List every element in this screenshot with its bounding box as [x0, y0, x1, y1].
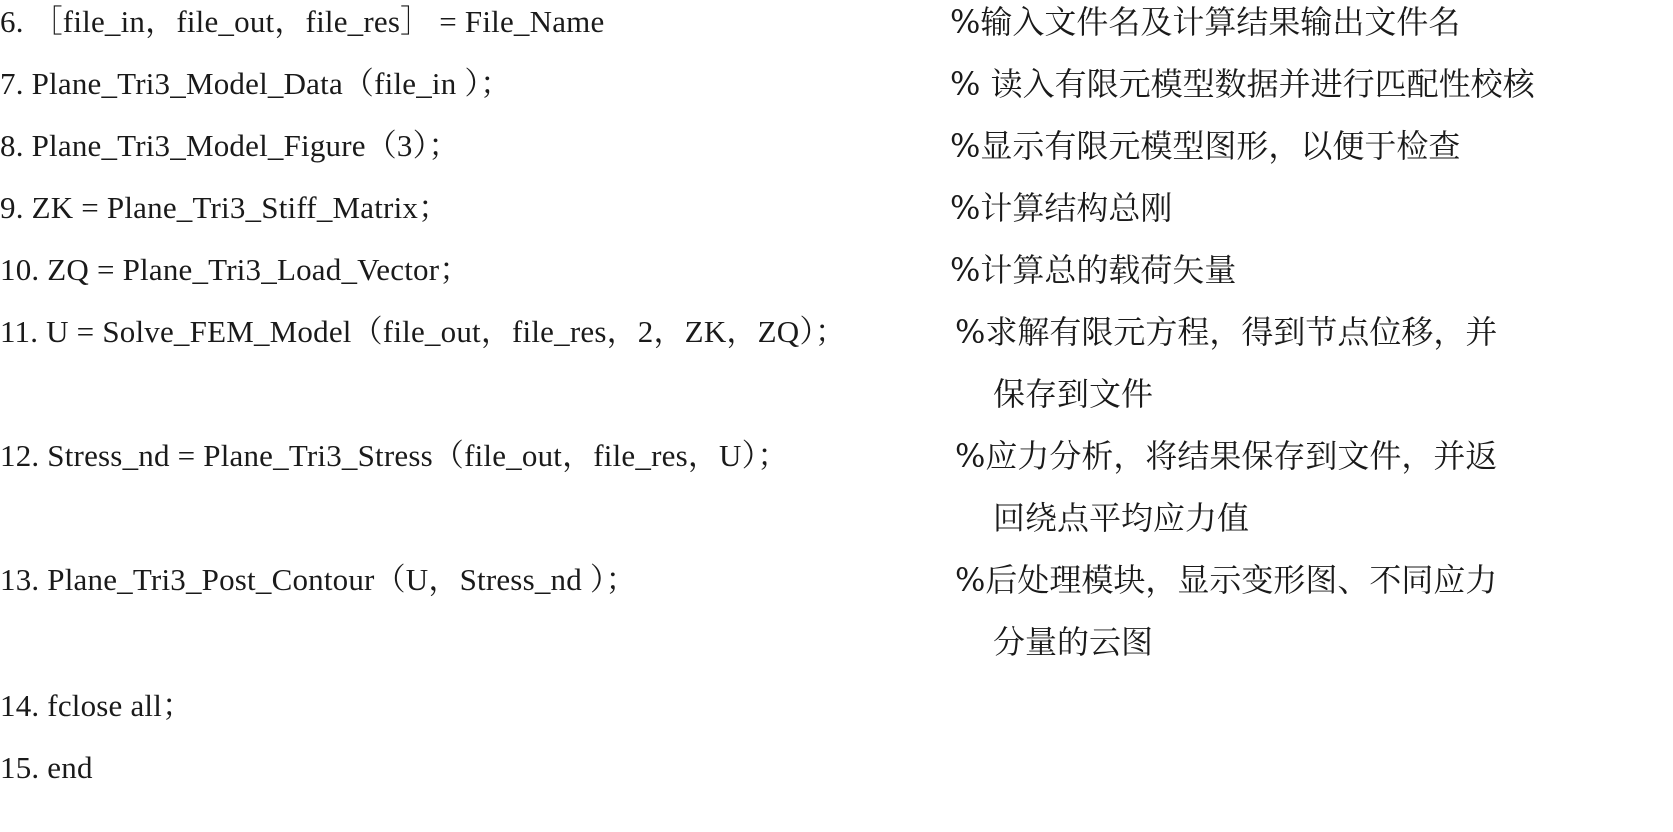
- code-line-15: [0, 746, 1673, 812]
- code-comment-continuation: 保存到文件: [993, 375, 1154, 413]
- code-line-10: [0, 248, 1673, 314]
- code-line-6: [0, 0, 1673, 66]
- code-line-12: [0, 434, 1673, 500]
- code-comment: % 读入有限元模型数据并进行匹配性校核: [950, 65, 1535, 103]
- code-comment: %后处理模块，显示变形图、不同应力: [955, 561, 1498, 599]
- code-comment: %求解有限元方程，得到节点位移，并: [955, 313, 1498, 351]
- code-text: 12. Stress_nd = Plane_Tri3_Stress（file_out，file_res，U）；: [0, 438, 789, 473]
- code-text: 11. U = Solve_FEM_Model（file_out，file_res，2，ZK，ZQ）；: [0, 314, 847, 349]
- code-text: 15. end: [0, 750, 93, 785]
- code-text: 13. Plane_Tri3_Post_Contour（U，Stress_nd ）；: [0, 562, 637, 597]
- code-line-7: [0, 62, 1673, 128]
- code-text: 14. fclose all；: [0, 688, 194, 723]
- code-text: 6. ［file_in，file_out，file_res］ = File_Name: [0, 4, 605, 39]
- code-comment: %计算总的载荷矢量: [950, 251, 1237, 289]
- code-comment: %输入文件名及计算结果输出文件名: [950, 3, 1461, 41]
- code-comment: %显示有限元模型图形，以便于检查: [950, 127, 1461, 165]
- code-comment-continuation: 分量的云图: [993, 623, 1154, 661]
- code-text: 8. Plane_Tri3_Model_Figure（3）；: [0, 128, 460, 163]
- code-line-11-continuation: [0, 372, 1673, 438]
- code-text: 9. ZK = Plane_Tri3_Stiff_Matrix；: [0, 190, 450, 225]
- code-line-13: [0, 558, 1673, 624]
- code-text: 7. Plane_Tri3_Model_Data（file_in ）；: [0, 66, 512, 101]
- code-comment: %计算结构总刚: [950, 189, 1173, 227]
- code-line-8: [0, 124, 1673, 190]
- code-line-13-continuation: [0, 620, 1673, 686]
- code-comment-continuation: 回绕点平均应力值: [993, 499, 1250, 537]
- code-comment: %应力分析，将结果保存到文件，并返: [955, 437, 1498, 475]
- code-line-14: [0, 684, 1673, 750]
- code-line-9: [0, 186, 1673, 252]
- code-line-12-continuation: [0, 496, 1673, 562]
- code-line-11: [0, 310, 1673, 376]
- code-text: 10. ZQ = Plane_Tri3_Load_Vector；: [0, 252, 471, 287]
